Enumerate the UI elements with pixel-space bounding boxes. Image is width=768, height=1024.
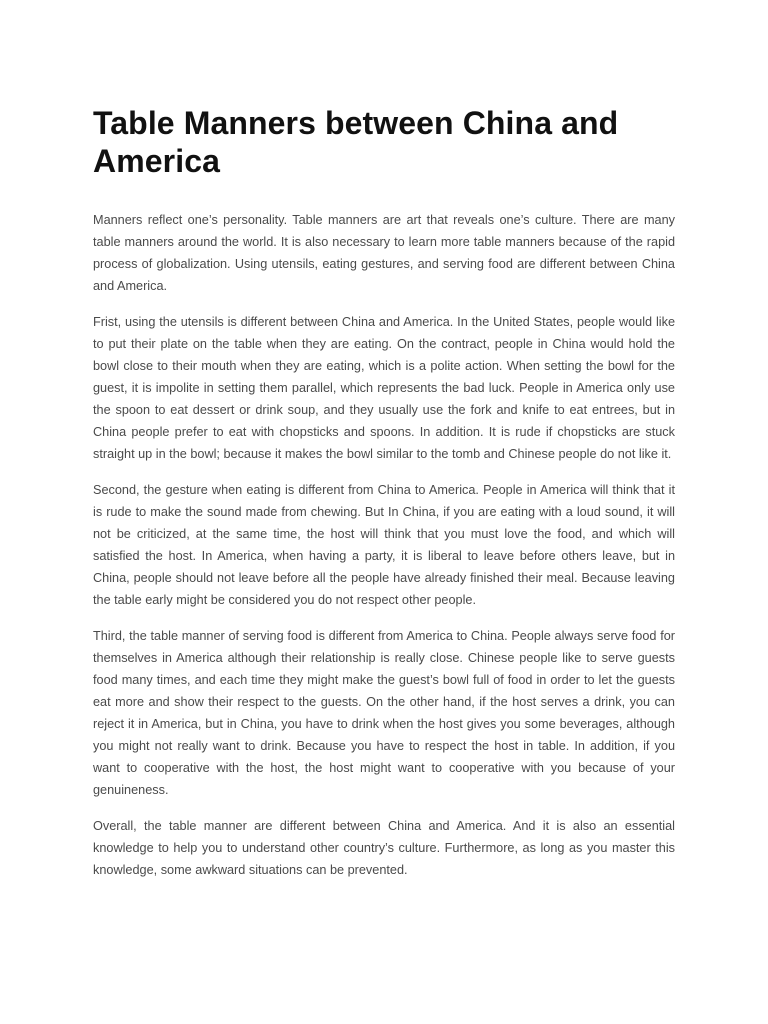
paragraph-gestures: Second, the gesture when eating is different from China to America. People in America will think that it is rude to make the sound made from chewing. But In China, if you are eating with a loud sound, it will not be criticized, at the same time, the host will think that you must love the food, and which will satisfied the host. In America, when having a party, it is liberal to leave before others leave, but in China, people should not leave before all the people have already finished their meal. Because leaving the table early might be considered you do not respect other people. xyxy=(93,483,675,607)
page-title: Table Manners between China and America xyxy=(93,105,619,179)
paragraph-intro: Manners reflect one’s personality. Table manners are art that reveals one’s culture. There are many table manners around the world. It is also necessary to learn more table manners because of the rapid process of globalization. Using utensils, eating gestures, and serving food are different between China and America. xyxy=(93,213,675,293)
document-page xyxy=(93,104,675,895)
paragraph-utensils: Frist, using the utensils is different between China and America. In the United States, people would like to put their plate on the table when they are eating. On the contract, people in China would hold the bowl close to their mouth when they are eating, which is a polite action. When setting the bowl for the guest, it is impolite in setting them parallel, which represents the bad luck. People in America only use the spoon to eat dessert or drink soup, and they usually use the fork and knife to eat entrees, but in China people prefer to eat with chopsticks and spoons. In addition. It is rude if chopsticks are stuck straight up in the bowl; because it makes the bowl similar to the tomb and Chinese people do not like it. xyxy=(93,315,675,461)
paragraph-serving: Third, the table manner of serving food is different from America to China. People always serve food for themselves in America although their relationship is really close. Chinese people like to serve guests food many times, and each time they might make the guest’s bowl full of food in order to let the guests eat more and show their respect to the guests. On the other hand, if the host serves a drink, you can reject it in America, but in China, you have to drink when the host gives you some beverages, although you might not really want to drink. Because you have to respect the host in table. In addition, if you want to cooperative with the host, the host might want to cooperative with you because of your genuineness. xyxy=(93,629,675,797)
paragraph-conclusion: Overall, the table manner are different between China and America. And it is also an essential knowledge to help you to understand other country’s culture. Furthermore, as long as you master this knowledge, some awkward situations can be prevented. xyxy=(93,819,675,877)
